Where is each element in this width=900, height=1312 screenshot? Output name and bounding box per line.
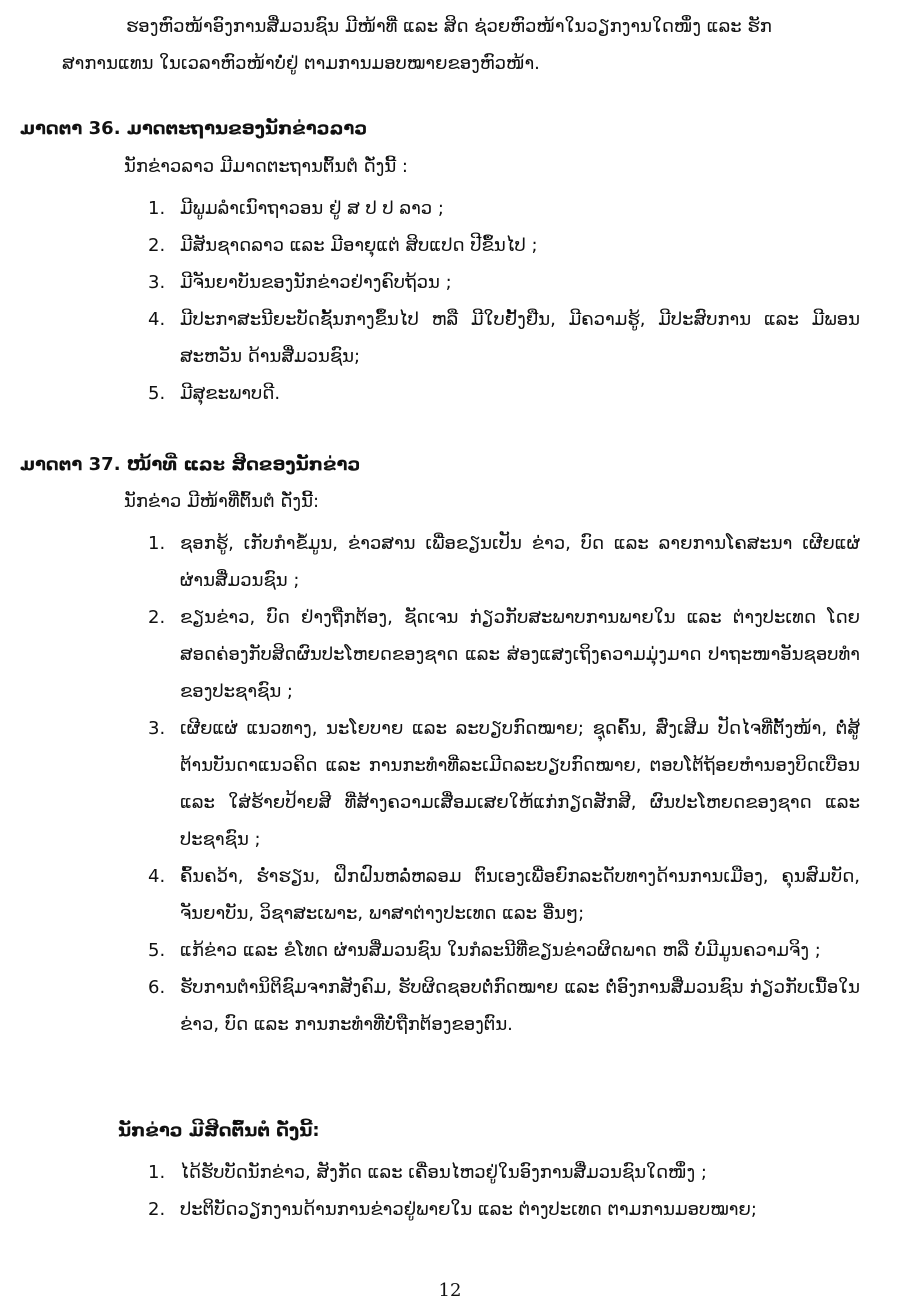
item-text: ໄດ້ຮັບບັດນັກຂ່າວ, ສັງກັດ ແລະ ເຄື່ອນໄຫວຢູ່ໃນອົງການສື່ມວນຊົນໃດໜຶ່ງ ; (180, 1162, 708, 1183)
list-item (148, 1154, 860, 1191)
item-text: ຊອກຮູ້, ເກັບກຳຂໍ້ມູນ, ຂ່າວສານ ເພື່ອຂຽນເປັນ ຂ່າວ, ບົດ ແລະ ລາຍການໂຄສະນາ ເຜີຍແຜ່ ຜ່ານສື່ມວນຊົນ ; (180, 533, 860, 591)
paragraph-line: ຮອງຫົວໜ້າອົງການສື່ມວນຊົນ ມີໜ້າທີ່ ແລະ ສິດ ຊ່ວຍຫົວໜ້າໃນວຽກງານໃດໜຶ່ງ ແລະ ຮັກ (126, 16, 772, 37)
item-number: 2. (148, 235, 166, 256)
item-number: 5. (148, 940, 166, 961)
article-37-intro: ນັກຂ່າວ ມີໜ້າທີ່ຕົ້ນຕໍ ດັ່ງນີ້: (124, 491, 320, 512)
item-text: ເຜີຍແຜ່ ແນວທາງ, ນະໂຍບາຍ ແລະ ລະບຽບກົດໝາຍ; ຊຸດຄົ້ນ, ສົ່ງເສີມ ປັດໄຈທີ່ຕັ້ງໜ້າ, ຕໍ່ສູ້ຕ້ານບັນດາແນວຄິດ ແລະ ການກະທຳທີ່ລະເມີດລະບຽບກົດໝາຍ, ຕອບໂຕ້ຖ້ອຍຫຳນອງບິດເບືອນ ແລະ ໃສ່ຮ້າຍປ້າຍສີ ທີ່ສ້າງຄວາມເສື່ອມເສຍໃຫ້ແກ່ກຽດສັກສີ, ຜົນປະໂຫຍດຂອງຊາດ ແລະ ປະຊາຊົນ ; (180, 718, 860, 850)
list-item (148, 227, 860, 264)
item-number: 3. (148, 718, 166, 739)
article-36-heading: ມາດຕາ 36. ມາດຕະຖານຂອງນັກຂ່າວລາວ (20, 118, 368, 139)
list-item (148, 858, 860, 932)
article-36-list (148, 190, 860, 412)
item-text: ປະຕິບັດວຽກງານດ້ານການຂ່າວຢູ່ພາຍໃນ ແລະ ຕ່າງປະເທດ ຕາມການມອບໝາຍ; (180, 1199, 757, 1220)
page-number: 12 (438, 1280, 462, 1301)
continuation-paragraph (62, 8, 862, 82)
item-number: 3. (148, 272, 166, 293)
list-item (148, 1191, 860, 1228)
list-item (148, 301, 860, 375)
item-number: 1. (148, 533, 166, 554)
item-text: ມີສັນຊາດລາວ ແລະ ມີອາຍຸແຕ່ ສິບແປດ ປີຂຶ້ນໄປ ; (180, 235, 538, 256)
article-36-intro: ນັກຂ່າວລາວ ມີມາດຕະຖານຕົ້ນຕໍ ດັ່ງນີ້ : (124, 156, 408, 177)
list-item (148, 525, 860, 599)
rights-subheading: ນັກຂ່າວ ມີສິດຕົ້ນຕໍ ດັ່ງນີ້: (118, 1120, 320, 1141)
item-number: 1. (148, 198, 166, 219)
item-text: ຮັບການຕຳນິຕິຊົມຈາກສັງຄົມ, ຮັບຜິດຊອບຕໍ່ກົດໝາຍ ແລະ ຕໍ່ອົງການສື່ມວນຊົນ ກ່ຽວກັບເນື້ອໃນຂ່າວ, ບົດ ແລະ ການກະທຳທີ່ບໍ່ຖືກຕ້ອງຂອງຕົນ. (180, 977, 860, 1035)
item-text: ມີພູມລຳເນົາຖາວອນ ຢູ່ ສ ປ ປ ລາວ ; (180, 198, 444, 219)
item-number: 6. (148, 977, 166, 998)
list-item (148, 932, 860, 969)
item-text: ມີສຸຂະພາບດີ. (180, 383, 281, 404)
item-text: ຂຽນຂ່າວ, ບົດ ຢ່າງຖືກຕ້ອງ, ຊັດເຈນ ກ່ຽວກັບສະພາບການພາຍໃນ ແລະ ຕ່າງປະເທດ ໂດຍສອດຄ່ອງກັບສິດຜົນປະໂຫຍດຂອງຊາດ ແລະ ສ່ອງແສງເຖິງຄວາມມຸ່ງມາດ ປາຖະໜາອັນຊອບທຳຂອງປະຊາຊົນ ; (180, 607, 860, 702)
item-number: 5. (148, 383, 166, 404)
item-text: ຄົ້ນຄວ້າ, ຮ່ຳຮຽນ, ຝຶກຝົນຫລໍ່ຫລອມ ຕົນເອງເພື່ອຍົກລະດັບທາງດ້ານການເມືອງ, ຄຸນສົມບັດ, ຈັນຍາບັນ, ວິຊາສະເພາະ, ພາສາຕ່າງປະເທດ ແລະ ອື່ນໆ; (180, 866, 860, 924)
item-number: 1. (148, 1162, 166, 1183)
item-number: 4. (148, 866, 166, 887)
article-37-rights-list (148, 1154, 860, 1228)
list-item (148, 190, 860, 227)
item-number: 2. (148, 607, 166, 628)
article-37-heading: ມາດຕາ 37. ໜ້າທີ່ ແລະ ສິດຂອງນັກຂ່າວ (20, 454, 361, 475)
article-37-duties-list (148, 525, 860, 1043)
item-number: 2. (148, 1199, 166, 1220)
list-item (148, 375, 860, 412)
list-item (148, 599, 860, 710)
item-number: 4. (148, 309, 166, 330)
item-text: ແກ້ຂ່າວ ແລະ ຂໍໂທດ ຜ່ານສື່ມວນຊົນ ໃນກໍລະນີທີ່ຂຽນຂ່າວຜິດພາດ ຫລື ບໍ່ມີມູນຄວາມຈິງ ; (180, 940, 821, 961)
item-text: ມີປະກາສະນີຍະບັດຊັ້ນກາງຂຶ້ນໄປ ຫລື ມີໃບຢັ້ງຢືນ, ມີຄວາມຮູ້, ມີປະສົບການ ແລະ ມີພອນສະຫວັນ ດ້ານສື່ມວນຊົນ; (180, 309, 860, 367)
item-text: ມີຈັນຍາບັນຂອງນັກຂ່າວຢ່າງຄົບຖ້ວນ ; (180, 272, 452, 293)
paragraph-line: ສາການແທນ ໃນເວລາຫົວໜ້າບໍ່ຢູ່ ຕາມການມອບໝາຍຂອງຫົວໜ້າ. (62, 53, 540, 74)
list-item (148, 264, 860, 301)
list-item (148, 969, 860, 1043)
list-item (148, 710, 860, 858)
